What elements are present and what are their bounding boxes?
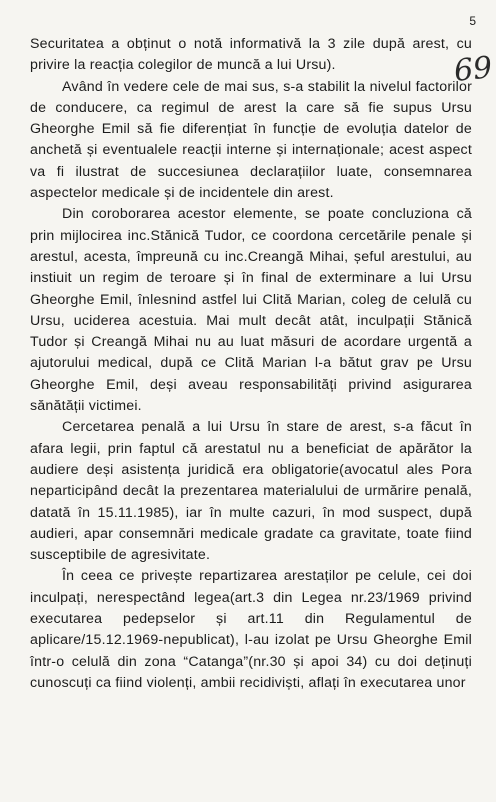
document-body	[30, 34, 472, 694]
paragraph-5: În ceea ce privește repartizarea arestaților pe celule, cei doi inculpați, nerespectând legea(art.3 din Legea nr.23/1969 privind executarea pedepselor și art.11 din Regulamentul de aplicare/15.12.1969-nepublicat), l-au izolat pe Ursu Gheorghe Emil într-o celulă din zona “Catanga”(nr.30 și apoi 34) cu doi deținuți cunoscuți ca fiind violenți, ambii recidiviști, aflați în executarea unor	[30, 568, 472, 691]
paragraph-3: Din coroborarea acestor elemente, se poate concluziona că prin mijlocirea inc.Stănică Tudor, ce coordona cercetările penale și arestul, acesta, împreună cu inc.Creangă Mihai, șeful arestului, au instiuit un regim de teroare și în final de exterminare a lui Ursu Gheorghe Emil, înlesnind astfel lui Clită Marian, coleg de celulă cu Ursu, uciderea acestuia. Mai mult decât atât, inculpații Stănică Tudor și Creangă Mihai nu au luat măsuri de acordare urgentă a ajutorului medical, după ce Clită Marian l-a bătut grav pe Ursu Gheorghe Emil, deși aveau responsabilități privind asigurarea sănătății victimei.	[30, 206, 472, 415]
paragraph-2: Având în vedere cele de mai sus, s-a stabilit la nivelul factorilor de conducere, ca regimul de arest la care să fie supus Ursu Gheorghe Emil să fie diferențiat în funcție de evoluția datelor de anchetă și eventualele reacții interne și internaționale; acest aspect va fi ilustrat de succesiunea declarațiilor luate, consemnarea aspectelor medicale și de incidentele din arest.	[30, 78, 472, 202]
paragraph-1: Securitatea a obținut o notă informativă la 3 zile după arest, cu privire la reacția colegilor de muncă a lui Ursu).	[30, 36, 472, 74]
handwritten-page-annotation: 69	[452, 50, 494, 89]
page-number: 5	[469, 14, 476, 28]
paragraph-4: Cercetarea penală a lui Ursu în stare de arest, s-a făcut în afara legii, prin faptul că arestatul nu a beneficiat de apărător la audiere deși asistența juridică era obligatorie(avocatul ales Pora neparticipând decât la prezentarea materialului de urmărire penală, datată în 15.11.1985), iar în multe cazuri, în mod suspect, după audieri, apar consemnări medicale gradate ca gravitate, toate fiind susceptibile de agresivitate.	[30, 419, 472, 564]
